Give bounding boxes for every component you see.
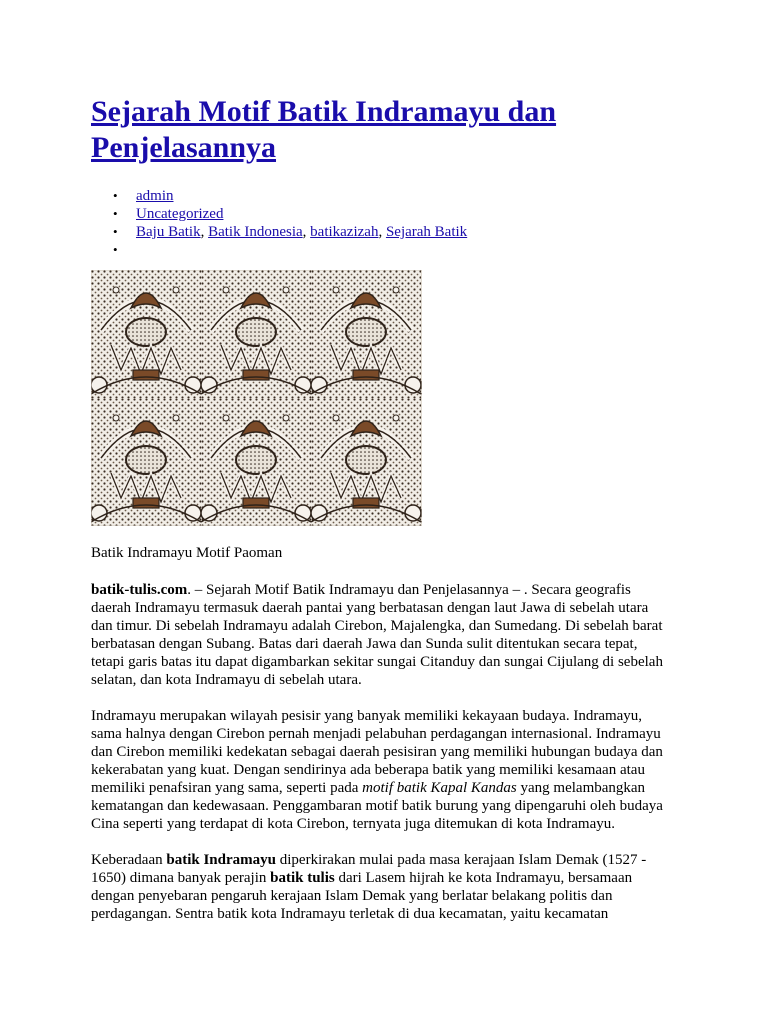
paragraph-3-text-b: diperkirakan mulai pada masa kerajaan Islam Demak (1527 - 1650) dimana banyak perajin xyxy=(91,852,647,886)
article-title-link[interactable]: Sejarah Motif Batik Indramayu dan Penjelasannya xyxy=(91,95,557,164)
author-link[interactable]: admin xyxy=(136,188,174,204)
meta-author xyxy=(91,187,671,205)
bullet-icon: • xyxy=(113,206,118,221)
meta-category xyxy=(91,205,671,223)
paragraph-2-emphasis: motif batik Kapal Kandas xyxy=(362,780,517,796)
paragraph-3-strong-a: batik Indramayu xyxy=(166,852,276,868)
article xyxy=(91,94,671,923)
tag-link-batikazizah[interactable]: batikazizah xyxy=(310,224,379,240)
tag-separator: , xyxy=(302,224,311,240)
meta-empty xyxy=(91,241,671,259)
tag-separator: , xyxy=(378,224,386,240)
bullet-icon: • xyxy=(113,188,118,203)
tag-link-sejarah-batik[interactable]: Sejarah Batik xyxy=(385,224,468,240)
paragraph-1 xyxy=(91,581,663,689)
paragraph-3-strong-b: batik tulis xyxy=(270,870,335,886)
paragraph-1-text: . – Sejarah Motif Batik Indramayu dan Penjelasannya – . Secara geografis daerah Indramayu termasuk daerah pantai yang berbatasan dengan laut Jawa di sebelah utara dan timur. Di sebelah Indramayu adalah Cirebon, Majalengka, dan Sumedang. Di sebelah barat berbatasan dengan Subang. Batas dari daerah Jawa dan Sunda sulit ditentukan secara tepat, tetapi garis batas itu dapat digambarkan sekitar sungai Citanduy dan sungai Cijulang di sebelah selatan, dan kota Indramayu di sebelah utara. xyxy=(91,582,663,688)
batik-image xyxy=(91,270,422,526)
article-title xyxy=(91,94,671,166)
tag-separator: , xyxy=(200,224,209,240)
paragraph-2-text-b: yang melambangkan kematangan dan kedewasaan. Penggambaran motif batik burung yang dipengaruhi oleh budaya Cina seperti yang terdapat di kota Cirebon, ternyata juga ditemukan di kota Indramayu. xyxy=(91,780,663,832)
paragraph-2-text-a: Indramayu merupakan wilayah pesisir yang banyak memiliki kekayaan budaya. Indramayu, sama halnya dengan Cirebon pernah menjadi pelabuhan perdagangan internasional. Indramayu dan Cirebon memiliki kedekatan sebagai daerah pesisiran yang memiliki hubungan budaya dan kekerabatan yang kuat. Dengan sendirinya ada beberapa batik yang memiliki kesamaan atau memiliki penafsiran yang sama, seperti pada xyxy=(91,708,663,796)
bullet-icon: • xyxy=(113,242,118,257)
post-meta-list xyxy=(91,187,671,259)
tag-link-batik-indonesia[interactable]: Batik Indonesia xyxy=(208,224,303,240)
paragraph-3 xyxy=(91,851,663,923)
meta-tags xyxy=(91,223,671,241)
paragraph-2 xyxy=(91,707,663,833)
tag-link-baju-batik[interactable]: Baju Batik xyxy=(136,224,201,240)
paragraph-3-text-c: dari Lasem hijrah ke kota Indramayu, bersamaan dengan penyebaran pengaruh kerajaan Islam Demak yang berlatar belakang politis dan perdagangan. Sentra batik kota Indramayu terletak di dua kecamatan, yaitu kecamatan xyxy=(91,870,633,922)
image-caption: Batik Indramayu Motif Paoman xyxy=(91,545,283,561)
paragraph-3-text-a: Keberadaan xyxy=(91,852,167,868)
bullet-icon: • xyxy=(113,224,118,239)
source-site: batik-tulis.com xyxy=(91,582,188,598)
category-link[interactable]: Uncategorized xyxy=(136,206,224,222)
